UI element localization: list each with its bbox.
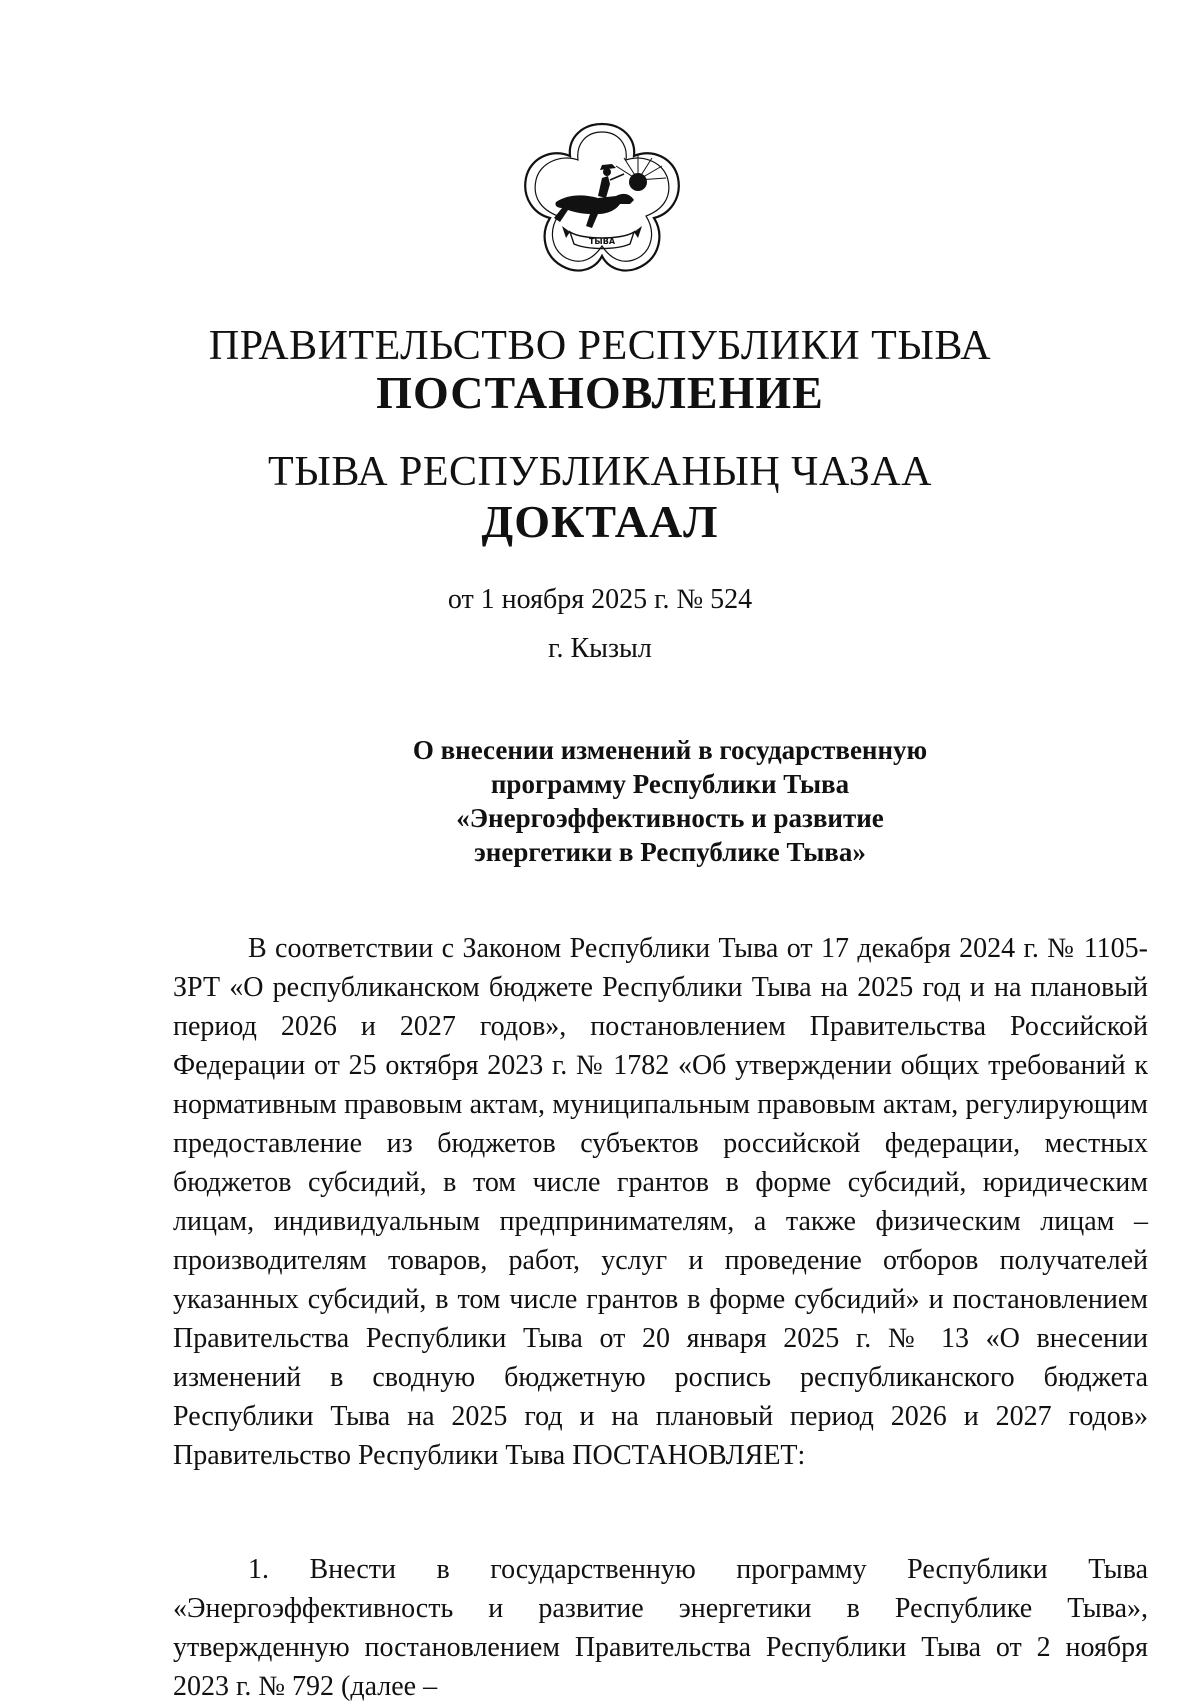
tuva-coat-of-arms-icon [512, 118, 692, 282]
subject-line: О внесении изменений в государственную [412, 735, 928, 765]
subject-line: программу Республики Тыва [490, 769, 850, 799]
subject-line: «Энергоэффективность и развитие [456, 803, 884, 833]
subject-line: энергетики в Республике Тыва» [474, 837, 866, 867]
body-paragraph-preamble: В соответствии с Законом Республики Тыва от 17 декабря 2024 г. № 1105-ЗРТ «О республиканском бюджете Республики Тыва на 2025 год и на плановый период 2026 и 2027 годов», постановлением Правительства Российской Федерации от 25 октября 2023 г. № 1782 «Об утверждении общих требований к нормативным правовым актам, муниципальным правовым актам, регулирующим предоставление из бюджетов субъектов российской федерации, местных бюджетов субсидий, в том числе грантов в форме субсидий, юридическим лицам, индивидуальным предпринимателям, а также физическим лицам – производителям товаров, работ, услуг и проведение отборов получателей указанных субсидий, в том числе грантов в форме субсидий» и постановлением Правительства Республики Тыва от 20 января 2025 г. № 13 «О внесении изменений в сводную бюджетную роспись республиканского бюджета Республики Тыва на 2025 год и на плановый период 2026 и 2027 годов» Правительство Республики Тыва ПОСТАНОВЛЯЕТ: [173, 933, 1148, 1471]
emblem-text: ТЫВА [588, 237, 616, 246]
government-title-ru: ПРАВИТЕЛЬСТВО РЕСПУБЛИКИ ТЫВА [208, 323, 992, 369]
document-date-number: от 1 ноября 2025 г. № 524 [447, 584, 753, 615]
document-type-tuv: ДОКТААЛ [481, 496, 719, 547]
document-subject [330, 733, 1010, 869]
document-city: г. Кызыл [548, 633, 652, 664]
document-type-ru: ПОСТАНОВЛЕНИЕ [376, 367, 824, 418]
body-paragraph-item-1: 1. Внести в государственную программу Республики Тыва «Энергоэффективность и развитие энергетики в Республике Тыва», утвержденную постановлением Правительства Республики Тыва от 2 ноября 2023 г. № 792 (далее – [173, 1554, 1148, 1702]
government-title-tuv: ТЫВА РЕСПУБЛИКАНЫҢ ЧАЗАА [268, 449, 932, 495]
